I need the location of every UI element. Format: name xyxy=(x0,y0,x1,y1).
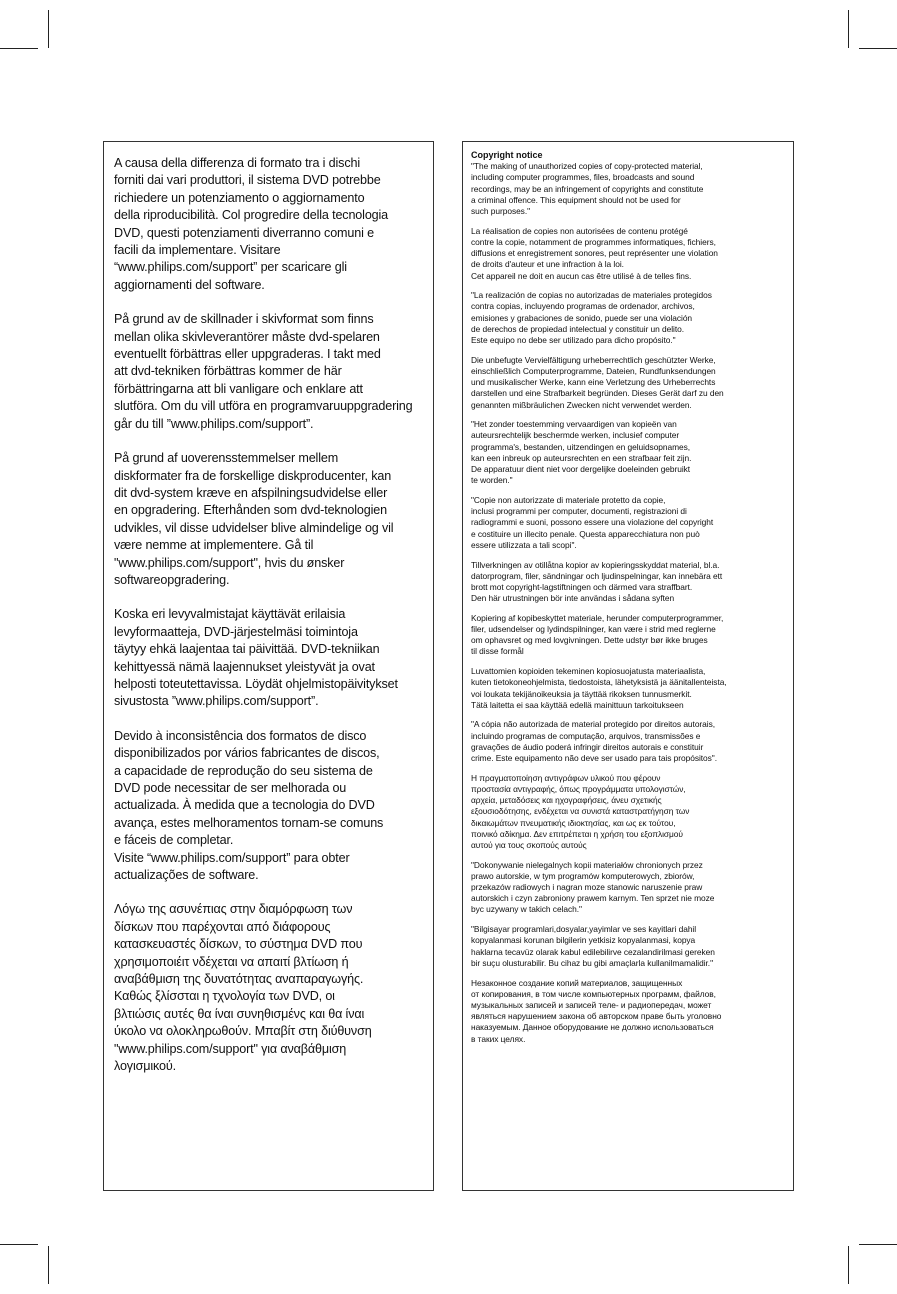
paragraph-es xyxy=(471,290,793,346)
text-line: täytyy ehkä laajentaa tai päivittää. DVD-tekniikan xyxy=(114,642,380,657)
text-line: ύκολο να ολοκληρωθούν. Μπαβίτ στη διύθυνση xyxy=(114,1024,372,1039)
text-line: προστασία αντιγραφής, όπως προγράμματα υπολογιστών, xyxy=(471,783,686,794)
paragraph-fi xyxy=(471,666,793,711)
text-line: genannten mißbräulichen Zwecken nicht verwendet werden. xyxy=(471,399,692,410)
text-line: "www.philips.com/support" για αναβάθμιση xyxy=(114,1041,347,1056)
text-line: Незаконное создание копий материалов, защищенных xyxy=(471,977,683,988)
text-line: Devido à inconsistência dos formatos de disco xyxy=(114,728,367,743)
crop-mark xyxy=(859,48,897,49)
paragraph-de xyxy=(471,355,793,411)
paragraph-pl xyxy=(471,860,793,916)
text-line: aggiornamenti del software. xyxy=(114,277,265,292)
text-line: forniti dai vari produttori, il sistema DVD potrebbe xyxy=(114,173,381,188)
text-line: Λόγω της ασυνέπιας στην διαμόρφωση των xyxy=(114,902,353,917)
text-line: emisiones y grabaciones de sonido, puede ser una violación xyxy=(471,312,693,323)
text-line: auteursrechtelijk beschermde werken, inclusief computer xyxy=(471,430,680,441)
text-line: richiedere un potenziamento o aggiornamento xyxy=(114,190,365,205)
text-line: contra copias, incluyendo programas de ordenador, archivos, xyxy=(471,301,695,312)
text-line: являться нарушением закона об авторском праве быть уголовно xyxy=(471,1011,722,1022)
text-line: λογισμικού. xyxy=(114,1059,176,1074)
text-line: "A cópia não autorizada de material protegido por direitos autorais, xyxy=(471,719,715,730)
text-line: avança, estes melhoramentos tornam-se comuns xyxy=(114,815,384,830)
text-line: går du till ”www.philips.com/support”. xyxy=(114,416,314,431)
text-line: te worden." xyxy=(471,475,513,486)
text-line: eventuellt förbättras eller uppgraderas. I takt med xyxy=(114,347,381,362)
text-line: "La realización de copias no autorizadas de materiales protegidos xyxy=(471,290,712,301)
text-line: På grund af uoverensstemmelser mellem xyxy=(114,451,339,466)
text-line: kan een inbreuk op auteursrechten en een strafbaar feit zijn. xyxy=(471,452,692,463)
text-line: "Dokonywanie nielegalnych kopii materiałów chronionych przez xyxy=(471,859,703,870)
text-line: Die unbefugte Vervielfältigung urheberrechtlich geschützter Werke, xyxy=(471,354,716,365)
text-line: εξουσιοδότησης, ενδέχεται να συνιστά καταστρατήγηση των xyxy=(471,806,690,817)
text-line: DVD, questi potenziamenti diverranno comuni e xyxy=(114,225,374,240)
text-line: kopyalanmasi korunan bilgilerin yetkisiz kopyalanmasi, kopya xyxy=(471,935,696,946)
text-line: Tätä laitetta ei saa käyttää edellä mainittuun tarkoitukseen xyxy=(471,699,684,710)
text-line: αναβάθμιση της δυνατότητας αναπαραγωγής. xyxy=(114,972,364,987)
paragraph-sv xyxy=(114,311,433,433)
text-line: contre la copie, notamment de programmes informatiques, fichiers, xyxy=(471,236,716,247)
text-line: Cet appareil ne doit en aucun cas être utilisé à de telles fins. xyxy=(471,270,692,281)
text-line: de droits d'auteur et une infraction à la loi. xyxy=(471,259,624,270)
text-line: levyformaatteja, DVD-järjestelmäsi toimintoja xyxy=(114,624,358,639)
text-line: κατασκευαστές δίσκων, το σύστημα DVD που xyxy=(114,937,363,952)
crop-mark xyxy=(48,10,49,48)
text-line: byc uzywany w takich celach." xyxy=(471,904,582,915)
paragraph-fi xyxy=(114,606,433,710)
text-line: Visite “www.philips.com/support” para obter xyxy=(114,850,350,865)
paragraph-ru xyxy=(471,978,793,1045)
text-line: inclusi programmi per computer, documenti, registrazioni di xyxy=(471,506,687,517)
text-line: voi loukata tekijänoikeuksia ja täyttää rikoksen tunnusmerkit. xyxy=(471,688,692,699)
paragraph-fr xyxy=(471,226,793,282)
paragraph-da xyxy=(471,613,793,658)
text-line: gravações de áudio poderá infringir direitos autorais e constituir xyxy=(471,741,704,752)
text-line: actualizações de software. xyxy=(114,868,259,883)
text-line: einschließlich Computerprogramme, Dateien, Rundfunksendungen xyxy=(471,365,716,376)
text-line: diffusions et enregistrement sonores, peut représenter une violation xyxy=(471,248,718,259)
copyright-heading: Copyright notice xyxy=(471,150,543,160)
text-line: programma's, bestanden, uitzendingen en geluidsopnames, xyxy=(471,441,691,452)
paragraph-el xyxy=(114,901,433,1075)
text-line: Koska eri levyvalmistajat käyttävät erilaisia xyxy=(114,607,346,622)
text-line: De apparatuur dient niet voor dergelijke doeleinden gebruikt xyxy=(471,464,691,475)
text-line: incluindo programas de computação, arquivos, transmissões e xyxy=(471,730,701,741)
paragraph-el xyxy=(471,773,793,851)
text-line: På grund av de skillnader i skivformat som finns xyxy=(114,312,374,327)
text-line: αρχεία, μεταδόσεις και ηχογραφήσεις, άνευ σχετικής xyxy=(471,795,662,806)
text-line: kuten tietokoneohjelmista, tiedostoista, lähetyksistä ja äänitallenteista, xyxy=(471,677,727,688)
text-line: prawo autorskie, w tym programów komputerowych, zbiorów, xyxy=(471,870,695,881)
text-line: Este equipo no debe ser utilizado para dicho propósito." xyxy=(471,335,676,346)
paragraph-pt xyxy=(114,728,433,885)
text-line: datorprogram, filer, sändningar och ljudinspelningar, kan innebära ett xyxy=(471,570,723,581)
text-line: "The making of unauthorized copies of copy-protected material, xyxy=(471,161,703,172)
text-line: dit dvd-system kræve en afspilningsudvidelse eller xyxy=(114,485,388,500)
text-line: αυτού για τους σκοπούς αυτούς xyxy=(471,839,587,850)
text-line: att dvd-tekniken förbättras kommer de här xyxy=(114,364,342,379)
text-line: della riproducibilità. Col progredire della tecnologia xyxy=(114,208,389,223)
text-line: DVD pode necessitar de ser melhorada ou xyxy=(114,781,347,795)
paragraph-pt xyxy=(471,719,793,764)
text-line: slutföra. Om du vill utföra en programvaruuppgradering xyxy=(114,399,413,414)
text-line: mellan olika skivleverantörer måste dvd-spelaren xyxy=(114,329,380,344)
text-line: "www.philips.com/support", hvis du ønsker xyxy=(114,555,345,570)
text-line: essere utilizzata a tali scopi". xyxy=(471,539,577,550)
text-line: музыкальных записей и записей теле- и радиопередач, может xyxy=(471,999,712,1010)
text-line: наказуемым. Данное оборудование не должно использоваться xyxy=(471,1022,714,1033)
text-line: Luvattomien kopioiden tekeminen kopiosuojatusta materiaalista, xyxy=(471,666,706,677)
text-line: darstellen und eine Strafbarkeit begründen. Dieses Gerät darf zu den xyxy=(471,388,724,399)
text-line: χρησιμοποιέιτ νδέχεται να απαιτί βλτίωση ή xyxy=(114,954,349,969)
copyright-notice-box xyxy=(462,141,794,1191)
text-line: udvikles, vil disse udvidelser blive almindelige og vil xyxy=(114,520,394,535)
text-line: crime. Este equipamento não deve ser usado para tais propósitos". xyxy=(471,753,717,764)
text-line: til disse formål xyxy=(471,646,524,657)
text-line: filer, udsendelser og lydindspilninger, kan være i strid med reglerne xyxy=(471,624,716,635)
text-line: autorskich i czyn zabroniony prawem karnym. Ten sprzet nie moze xyxy=(471,893,715,904)
text-line: ποινικό αδίκημα. Δεν επιτρέπεται η χρήση του εξοπλισμού xyxy=(471,828,683,839)
text-line: “www.philips.com/support” per scaricare gli xyxy=(114,260,347,275)
text-line: kehittyessä nämä laajennukset yleistyvät ja ovat xyxy=(114,659,375,674)
text-line: brott mot copyright-lagstiftningen och därmed vara straffbart. xyxy=(471,581,693,592)
text-line: "Copie non autorizzate di materiale protetto da copie, xyxy=(471,494,666,505)
text-line: haklarna tecavüz olarak kabul edilebilirve cezalandirilmasi gereken xyxy=(471,946,715,957)
text-line: La réalisation de copies non autorisées de contenu protégé xyxy=(471,225,688,236)
text-line: Tillverkningen av otillåtna kopior av kopieringsskyddat material, bl.a. xyxy=(471,559,720,570)
text-line: e costituire un illecito penale. Questa apparecchiatura non può xyxy=(471,528,700,539)
text-line: including computer programmes, files, broadcasts and sound xyxy=(471,172,695,183)
paragraph-it xyxy=(114,155,433,294)
text-line: "Bilgisayar programlari,dosyalar,yayimlar ve ses kayitlari dahil xyxy=(471,924,697,935)
text-line: such purposes." xyxy=(471,206,531,217)
text-line: przekazów radiowych i nagran moze stanowic naruszenie praw xyxy=(471,882,703,893)
text-line: om ophavsret og med lovgivningen. Dette udstyr bør ikke bruges xyxy=(471,635,708,646)
text-line: δικαιωμάτων πνευματικής ιδιοκτησίας, και ως εκ τούτου, xyxy=(471,817,676,828)
text-line: facili da implementare. Visitare xyxy=(114,243,281,258)
text-line: de derechos de propiedad intelectual y constituir un delito. xyxy=(471,323,685,334)
crop-mark xyxy=(48,1246,49,1284)
text-line: Η πραγματοποίηση αντιγράφων υλικού που φέρουν xyxy=(471,772,661,783)
text-line: actualizada. À medida que a tecnologia do DVD xyxy=(114,798,375,813)
text-line: helposti toteutettavissa. Löydät ohjelmistopäivitykset xyxy=(114,676,398,691)
text-line: Den här utrustningen bör inte användas i sådana syften xyxy=(471,593,675,604)
paragraph-nl xyxy=(471,419,793,486)
text-line: bir suçu olusturabilir. Bu cihaz bu gibi amaçlarla kullanilmamalidir." xyxy=(471,957,713,968)
text-line: diskformater fra de forskellige diskproducenter, kan xyxy=(114,468,392,483)
crop-mark xyxy=(0,48,38,49)
crop-mark xyxy=(848,10,849,48)
text-line: förbättringarna att bli vanligare och enklare att xyxy=(114,381,363,396)
text-line: в таких целях. xyxy=(471,1033,526,1044)
text-line: være nemme at implementere. Gå til xyxy=(114,538,314,553)
text-line: sivustosta ”www.philips.com/support”. xyxy=(114,694,319,709)
text-line: βλτιώσις αυτές θα ίναι συνηθισμένς και θα ίναι xyxy=(114,1006,365,1021)
text-line: A causa della differenza di formato tra i dischi xyxy=(114,156,360,170)
text-line: radiogrammi e suoni, possono essere una violazione del copyright xyxy=(471,517,714,528)
text-line: recordings, may be an infringement of copyrights and constitute xyxy=(471,183,704,194)
text-line: en opgradering. Efterhånden som dvd-teknologien xyxy=(114,503,388,518)
text-line: e fáceis de completar. xyxy=(114,833,234,848)
paragraph-tr xyxy=(471,924,793,969)
text-line: Καθώς ξλίσσται η τχνολογία των DVD, οι xyxy=(114,989,335,1004)
paragraph-en xyxy=(471,161,793,217)
paragraph-sv xyxy=(471,560,793,605)
crop-mark xyxy=(848,1246,849,1284)
text-line: от копирования, в том числе компьютерных программ, файлов, xyxy=(471,988,716,999)
text-line: Kopiering af kopibeskyttet materiale, herunder computerprogrammer, xyxy=(471,612,724,623)
text-line: "Het zonder toestemming vervaardigen van kopieën van xyxy=(471,419,677,430)
crop-mark xyxy=(0,1244,38,1245)
text-line: a criminal offence. This equipment should not be used for xyxy=(471,194,681,205)
text-line: und musikalischer Werke, kann eine Verletzung des Urheberrechts xyxy=(471,377,716,388)
software-upgrade-notice-box xyxy=(103,141,434,1191)
text-line: softwareopgradering. xyxy=(114,572,230,587)
text-line: a capacidade de reprodução do seu sistema de xyxy=(114,763,373,778)
text-line: δίσκων που παρέχονται από διάφορους xyxy=(114,919,331,934)
paragraph-da xyxy=(114,450,433,589)
paragraph-it xyxy=(471,495,793,551)
text-line: disponibilizados por vários fabricantes de discos, xyxy=(114,746,380,761)
crop-mark xyxy=(859,1244,897,1245)
